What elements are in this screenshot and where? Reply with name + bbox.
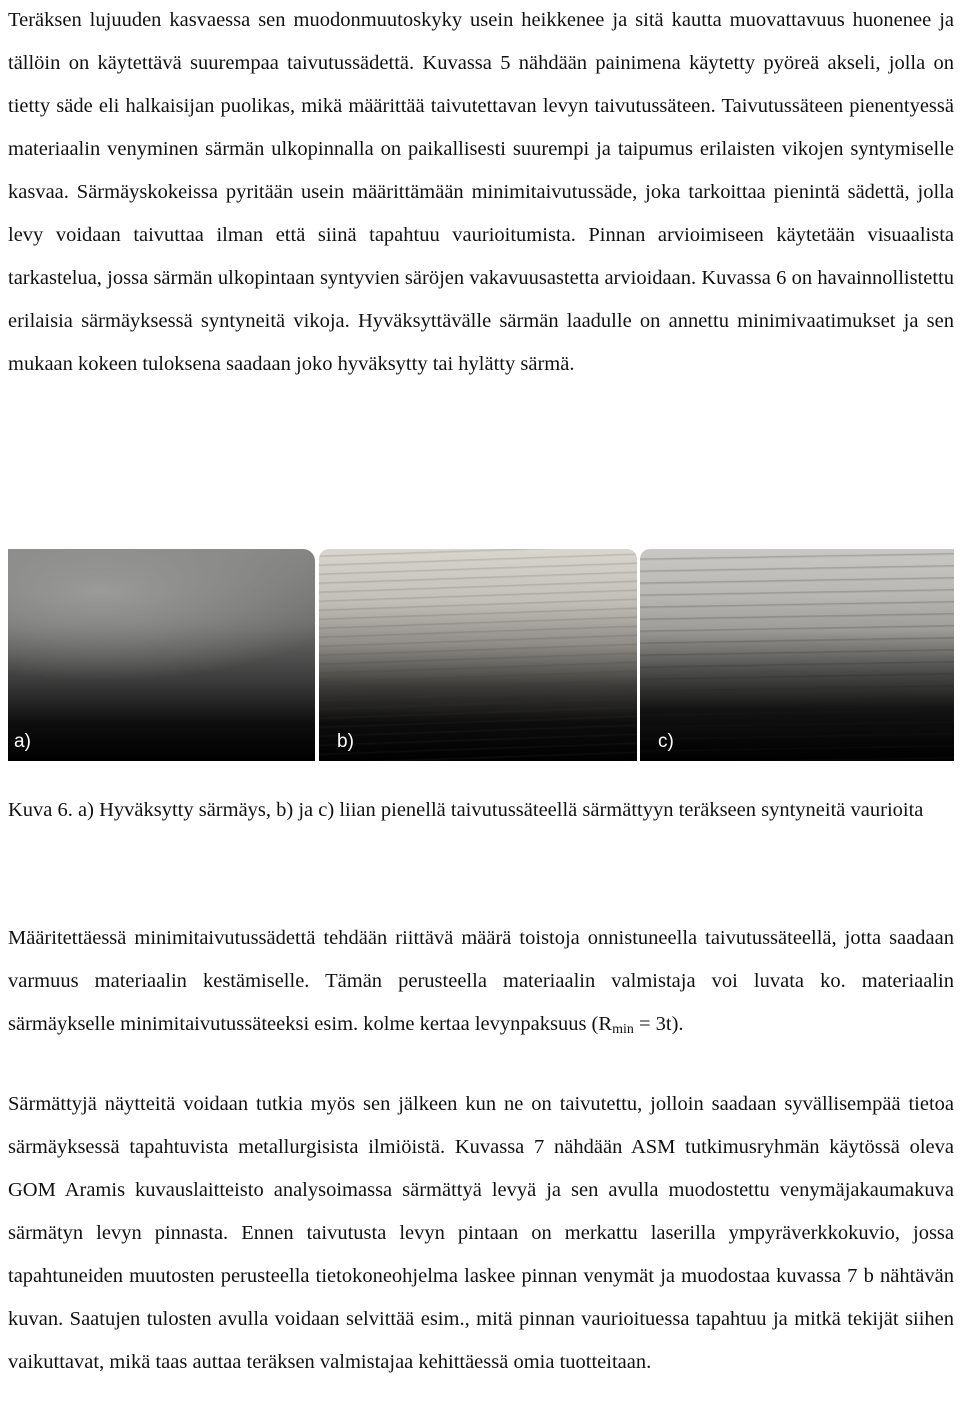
photo-panel-b (319, 549, 637, 761)
paragraph-aramis-analysis: Särmättyjä näytteitä voidaan tutkia myös sen jälkeen kun ne on taivutettu, jolloin saadaan syvällisempää tietoa särmäyksessä tapahtuvista metallurgisista ilmiöistä. Kuvassa 7 nähdään ASM tutkimusryhmän käytössä oleva GOM Aramis kuvauslaitteisto analysoimassa särmättyä levyä ja sen avulla muodostettu venymäjakaumakuva särmätyn levyn pinnasta. Ennen taivutusta levyn pintaan on merkattu laserilla ympyräverkkokuvio, jossa tapahtuneiden muutosten perusteella tietokoneohjelma laskee pinnan venymät ja muodostaa kuvassa 7 b nähtävän kuvan. Saatujen tulosten avulla voidaan selvittää esim., mitä pinnan vaurioituessa tapahtuu ja mitkä tekijät siihen vaikuttavat, mikä taas auttaa teräksen valmistajaa kehittäessä omia tuotteitaan. (8, 1093, 954, 1373)
photo-panel-c (640, 549, 954, 761)
paragraph-bending-radius: Teräksen lujuuden kasvaessa sen muodonmuutoskyky usein heikkenee ja sitä kautta muovattavuus huonenee ja tällöin on käytettävä suurempaa taivutussädettä. Kuvassa 5 nähdään painimena käytetty pyöreä akseli, jolla on tietty säde eli halkaisijan puolikas, mikä määrittää taivutettavan levyn taivutussäteen. Taivutussäteen pienentyessä materiaalin venyminen särmän ulkopinnalla on paikallisesti suurempi ja taipumus erilaisten vikojen syntymiselle kasvaa. Särmäyskokeissa pyritään usein määrittämään minimitaivutussäde, joka tarkoittaa pienintä sädettä, jolla levy voidaan taivuttaa ilman että siinä tapahtuu vaurioitumista. Pinnan arvioimiseen käytetään visuaalista tarkastelua, jossa särmän ulkopintaan syntyvien säröjen vakavuusastetta arvioidaan. Kuvassa 6 on havainnollistettu erilaisia särmäyksessä syntyneitä vikoja. Hyväksyttävälle särmän laadulle on annettu minimivaatimukset ja sen mukaan kokeen tuloksena saadaan joko hyväksytty tai hylätty särmä. (8, 9, 954, 375)
subscript-min: min (612, 1022, 634, 1037)
paragraph-text-end: = 3t). (633, 1013, 684, 1035)
figure-bend-defects (8, 549, 954, 761)
panel-label-b: b) (337, 731, 354, 752)
paragraph-text: Määritettäessä minimitaivutussädettä tehdään riittävä määrä toistoja onnistuneella taivutussäteellä, jotta saadaan varmuus materiaalin kestämiselle. Tämän perusteella materiaalin valmistaja voi luvata ko. materiaalin särmäykselle minimitaivutussäteeksi esim. kolme kertaa levynpaksuus (R (8, 927, 954, 1035)
figure-caption: Kuva 6. a) Hyväksytty särmäys, b) ja c) liian pienellä taivutussäteellä särmättyyn teräkseen syntyneitä vaurioita (8, 799, 924, 821)
panel-label-a: a) (14, 731, 31, 752)
paragraph-minimum-radius (8, 917, 954, 1051)
panel-label-c: c) (658, 731, 674, 752)
photo-panel-a (8, 549, 315, 761)
